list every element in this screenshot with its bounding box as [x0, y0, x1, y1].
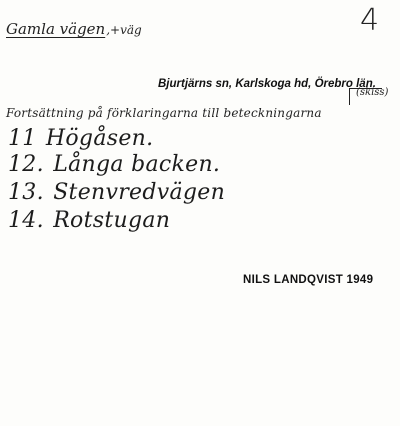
item-name: Rotstugan — [53, 208, 171, 233]
card-number: 4 — [360, 3, 380, 38]
item-name: Högåsen. — [45, 126, 154, 151]
list-item — [8, 208, 170, 233]
title-suffix-text: väg — [120, 23, 142, 37]
title-suffix: ,+väg — [106, 23, 142, 37]
intro-text: Fortsättning på förklaringarna till beteckningarna — [6, 106, 322, 120]
list-item — [8, 126, 153, 151]
title-text: Gamla vägen — [6, 20, 106, 38]
item-number: 11 — [8, 126, 37, 151]
location-line: Bjurtjärns sn, Karlskoga hd, Örebro län. — [158, 78, 376, 90]
list-item — [8, 152, 220, 177]
intro-insert: (skiss) — [356, 87, 389, 98]
collector-signature: NILS LANDQVIST 1949 — [243, 274, 374, 286]
list-item — [8, 180, 225, 205]
item-name: Stenvredvägen — [53, 180, 226, 205]
item-number: 14. — [8, 208, 44, 233]
item-number: 12. — [8, 152, 44, 177]
item-number: 13. — [8, 180, 44, 205]
card-title — [6, 20, 142, 38]
item-name: Långa backen. — [53, 152, 221, 177]
